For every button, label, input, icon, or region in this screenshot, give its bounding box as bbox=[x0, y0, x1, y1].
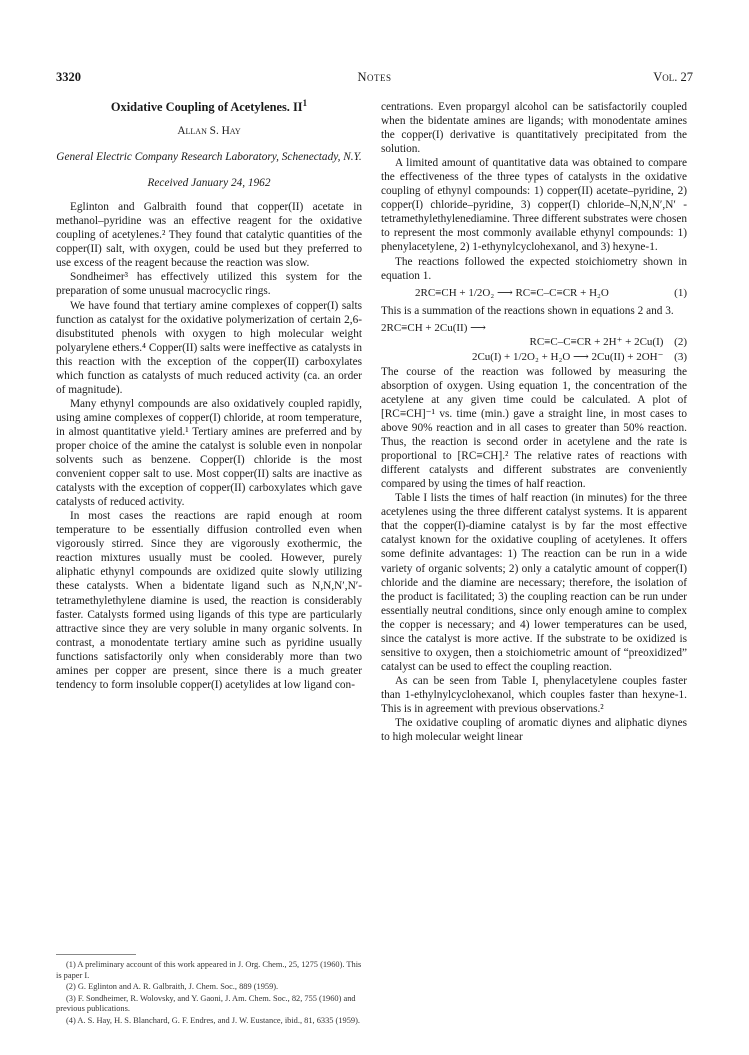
paragraph: Many ethynyl compounds are also oxidatively coupled rapidly, using amine complexes of copper(I) chloride, at room temperature, in almost quantitative yield.¹ Tertiary amines are preferred and by proper choice of the amine the catalyst is soluble even in nonpolar solvents such as benzene. Copper(I) chloride is the most convenient copper salt to use. Most copper(II) salts are inactive as catalysts with the exception of copper(II) carboxylates which gave catalysts of reduced activity. bbox=[56, 397, 362, 509]
page-number: 3320 bbox=[56, 70, 81, 84]
paragraph: As can be seen from Table I, phenylacetylene couples faster than 1-ethylnylcyclohexanol, which couples faster than hexyne-1. This is in agreement with previous observations.² bbox=[381, 674, 687, 715]
paragraph: Eglinton and Galbraith found that copper(II) acetate in methanol–pyridine was an effective reagent for the oxidative coupling of acetylenes.² They found that catalytic quantities of the copper(II) salt, with oxygen, could be used but they preferred to use excess of the reagent because the reaction was slow. bbox=[56, 201, 362, 270]
equation-body: 2Cu(I) + 1/2O₂ + H₂O ⟶ 2Cu(II) + 2OH⁻ bbox=[471, 350, 664, 363]
paragraph: centrations. Even propargyl alcohol can be satisfactorily coupled when the bidentate amines are ligands; with monodentate amines the copper(I) derivative is quantitatively precipitated from the solution. bbox=[381, 101, 687, 156]
section-name: Notes bbox=[357, 70, 392, 84]
paragraph: The oxidative coupling of aromatic diynes and aliphatic diynes to high molecular weight linear bbox=[381, 717, 687, 744]
equation-number: (3) bbox=[674, 350, 687, 363]
paragraph: A limited amount of quantitative data was obtained to compare the effectiveness of the three types of catalysts in the oxidative coupling of ethynyl compounds: 1) copper(II) acetate–pyridine, 2) copper(I) chloride–pyridine, 3) copper(I) chloride–N,N,N′,N′ - tetramethylethylenediamine. Three different substrates were chosen to represent the most commonly available ethynyl compounds: 1) phenylacetylene, 2) 1-ethynylcyclohexanol, and 3) hexyne-1. bbox=[381, 157, 687, 254]
article-title bbox=[56, 97, 362, 114]
paragraph: Sondheimer³ has effectively utilized this system for the preparation of some unusual macrocyclic rings. bbox=[56, 271, 362, 298]
paragraph: In most cases the reactions are rapid enough at room temperature to be essentially diffusion controlled even when vigorously stirred. Since they are vigorously exothermic, the reaction mixtures usually must be cooled. However, purely aliphatic ethynyl compounds are oxidized quite slowly utilizing these catalysts. When a bidentate ligand such as N,N,N′,N′-tetramethylethylene diamine is used, the reaction is considerably faster. Catalysts formed using ligands of this type are particularly attractive since they are very soluble in many organic solvents. In contrast, a monodentate tertiary amine such as pyridine usually functions satisfactorily only when considerably more than two amines per copper are present, since there is a much greater tendency to form insoluble copper(I) acetylides at low ligand con- bbox=[56, 510, 362, 691]
paragraph: This is a summation of the reactions shown in equations 2 and 3. bbox=[381, 304, 674, 317]
equation-number: (2) bbox=[674, 335, 687, 348]
title-footnote-mark: 1 bbox=[302, 97, 308, 108]
footnote: (4) A. S. Hay, H. S. Blanchard, G. F. Endres, and J. W. Eustance, ibid., 81, 6335 (1959). bbox=[66, 1015, 360, 1025]
equation-number: (1) bbox=[674, 286, 687, 299]
received-date: Received January 24, 1962 bbox=[147, 177, 271, 190]
footnote: (3) F. Sondheimer, R. Wolovsky, and Y. Gaoni, J. Am. Chem. Soc., 82, 755 (1960) and previous publications. bbox=[56, 993, 356, 1014]
page-header bbox=[56, 70, 693, 86]
footnote: (1) A preliminary account of this work appeared in J. Org. Chem., 25, 1275 (1960). This is paper I. bbox=[56, 960, 362, 980]
paragraph: We have found that tertiary amine complexes of copper(I) salts function as catalyst for the oxidative polymerization of certain 2,6-disubstituted phenols with oxygen to high molecular weight polyarylene ethers.⁴ Copper(II) salts were ineffective as catalysts in this reaction with the exception of the copper(II) carboxylates which function as catalysts of much reduced activity (ca. an order of magnitude). bbox=[56, 299, 362, 396]
paragraph: Table I lists the times of half reaction (in minutes) for the three acetylenes using the three different catalyst systems. It is apparent that the copper(I)-diamine catalyst is by far the most effective catalyst known for the oxidative coupling of acetylenes. It offers some definite advantages: 1) The reaction can be run in a wide variety of organic solvents; 2) only a catalytic amount of copper(I) chloride and the diamine are necessary; therefore, the isolation of the product is facilitated; 3) the coupling reaction can be run under essentially neutral conditions, since only enough amine to complex the copper is necessary; and 4) lower temperatures can be used, since the catalyst is more active. If the substrate to be oxidized is sensitive to oxygen, then a stoichiometric amount of “preoxidized” catalyst can be used to effect the coupling reaction. bbox=[381, 492, 687, 673]
paragraph: The course of the reaction was followed by measuring the absorption of oxygen. Using equation 1, the concentration of the acetylene at any given time could be calculated. A plot of [RC≡CH]⁻¹ vs. time (min.) gave a straight line, in most cases to above 90% reaction and in all cases to greater than 50% reaction. Thus, the reaction is second order in acetylene and the rate is proportional to [RC≡CH].² The relative rates of reactions with different catalysts and different substrates are conveniently compared by using the times of half reaction. bbox=[381, 365, 687, 491]
footnote-divider bbox=[56, 954, 136, 955]
equation-1 bbox=[381, 286, 687, 300]
footnotes bbox=[56, 960, 362, 1028]
author-name: Allan S. Hay bbox=[177, 125, 241, 138]
volume-label: Vol. 27 bbox=[653, 70, 693, 84]
equation-body: RC≡C–C≡CR + 2H⁺ + 2Cu(I) bbox=[529, 335, 664, 348]
left-column bbox=[56, 97, 362, 692]
affiliation: General Electric Company Research Laboratory, Schenectady, N.Y. bbox=[56, 151, 362, 164]
footnote: (2) G. Eglinton and A. R. Galbraith, J. Chem. Soc., 889 (1959). bbox=[66, 982, 279, 992]
right-column bbox=[381, 100, 687, 744]
equation-2 bbox=[381, 335, 687, 349]
equation-body: 2RC≡CH + 1/2O₂ ⟶ RC≡C–C≡CR + H₂O bbox=[415, 286, 609, 299]
equation-2-lead: 2RC≡CH + 2Cu(II) ⟶ bbox=[381, 321, 486, 334]
article-title-text: Oxidative Coupling of Acetylenes. II bbox=[110, 100, 303, 114]
equation-3 bbox=[381, 350, 687, 364]
paragraph: The reactions followed the expected stoichiometry shown in equation 1. bbox=[381, 255, 687, 282]
